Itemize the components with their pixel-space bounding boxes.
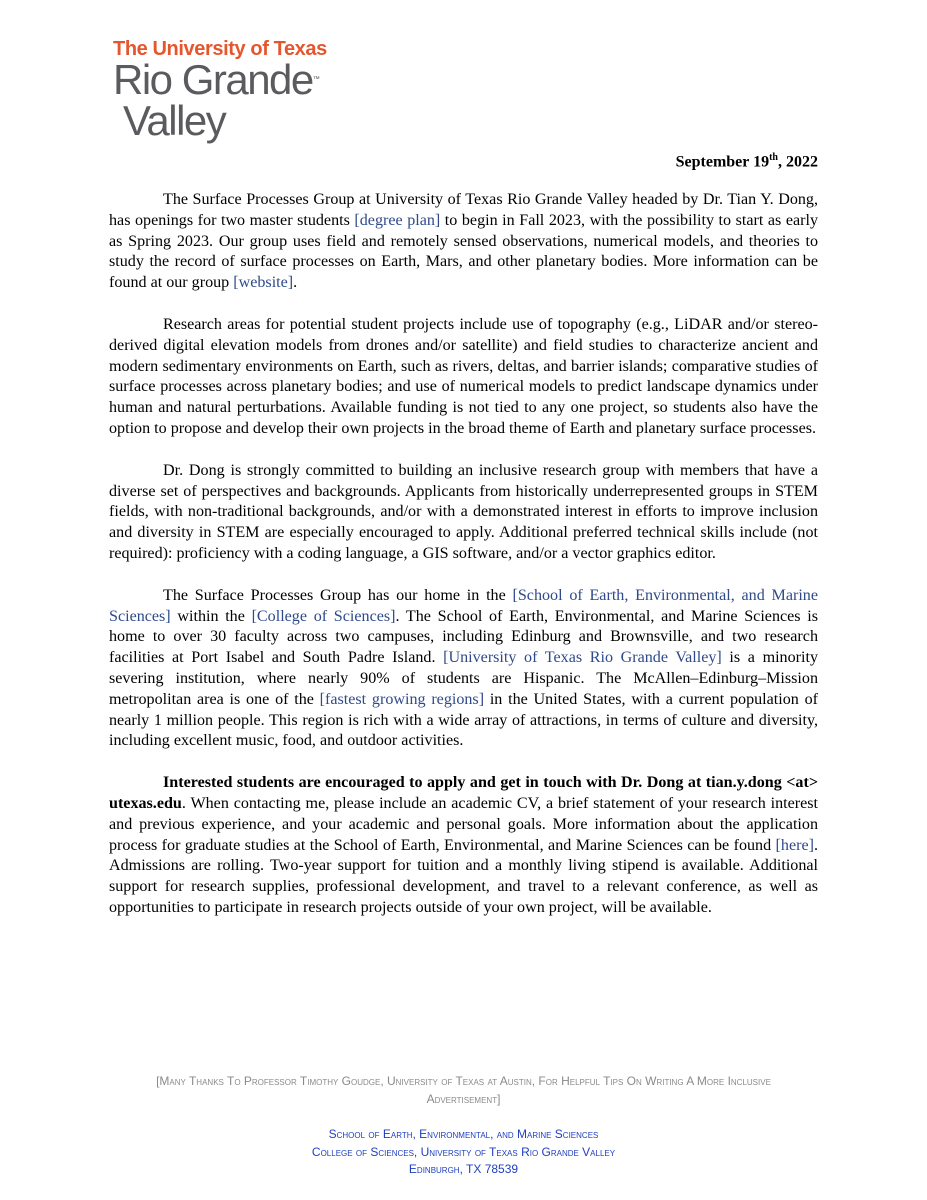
footer-thanks-note: [Many Thanks To Professor Timothy Goudge, University of Texas at Austin, For Helpful Tips On Writing A More Inclusive Advertisement] (156, 1074, 771, 1106)
letter-body (109, 190, 818, 940)
school-link[interactable]: [School of Earth, Environmental, and Marine Sciences] (109, 586, 818, 625)
logo-rio-grande-word: Rio Grande (113, 56, 313, 103)
logo-trademark: ™ (312, 76, 320, 83)
footer-school-line: School of Earth, Environmental, and Marine Sciences (328, 1127, 599, 1141)
website-link[interactable]: [website] (233, 274, 294, 292)
utrgv-link[interactable]: [University of Texas Rio Grande Valley] (443, 649, 722, 667)
paragraph-inclusion: Dr. Dong is strongly committed to building an inclusive research group with members that have a diverse set of perspectives and backgrounds. Applicants from historically underrepresented groups in STEM fields, with non-traditional backgrounds, and/or with a demonstrated interest in efforts to improve inclusion and diversity in STEM are especially encouraged to apply. Additional preferred technical skills include (not required): proficiency with a coding language, a GIS software, and/or a vector graphics editor. (109, 461, 818, 562)
footer-address (150, 1126, 777, 1179)
fastest-growing-link[interactable]: [fastest growing regions] (319, 690, 485, 708)
logo-university-text: The University of Texas (113, 38, 327, 60)
apply-contact-bold: Interested students are encouraged to apply and get in touch with Dr. Dong at tian.y.dong <at> utexas.edu (109, 774, 818, 812)
paragraph-research-areas: Research areas for potential student projects include use of topography (e.g., LiDAR and/or stereo-derived digital elevation models from drones and/or satellite) and field studies to characterize ancient and modern sedimentary environments on Earth, such as rivers, deltas, and barrier islands; comparative studies of surface processes across planetary bodies; and use of numerical models to predict landscape dynamics under human and natural perturbations. Available funding is not tied to any one project, so students also have the option to propose and develop their own projects in the broad theme of Earth and planetary surface processes. (109, 315, 818, 437)
letter-date: September 19th, 2022 (675, 152, 818, 171)
logo-rio-grande-text (113, 56, 343, 103)
paragraph-intro: The Surface Processes Group at University of Texas Rio Grande Valley headed by Dr. Tian Y. Dong, has openings for two master students [degree plan] to begin in Fall 2023, with the possibility to start as early as Spring 2023. Our group uses field and remotely sensed observations, numerical models, and theories to study the record of surface processes on Earth, Mars, and other planetary bodies. More information can be found at our group [website]. (109, 191, 818, 292)
paragraph-home: The Surface Processes Group has our home in the [School of Earth, Environmental, and Marine Sciences] within the [College of Sciences]. The School of Earth, Environmental, and Marine Sciences is home to over 30 faculty across two campuses, including Edinburg and Brownsville, and two research facilities at Port Isabel and South Padre Island. [University of Texas Rio Grande Valley] is a minority severing institution, where nearly 90% of students are Hispanic. The McAllen–Edinburg–Mission metropolitan area is one of the [fastest growing regions] in the United States, with a current population of nearly 1 million people. This region is rich with a wide array of attractions, in terms of culture and diversity, including excellent music, food, and outdoor activities. (109, 586, 818, 750)
here-link[interactable]: [here] (775, 836, 814, 854)
footer-city-line: Edinburgh, TX 78539 (408, 1162, 519, 1176)
college-link[interactable]: [College of Sciences] (251, 607, 396, 625)
degree-plan-link[interactable]: [degree plan] (354, 211, 441, 229)
paragraph-apply: Interested students are encouraged to apply and get in touch with Dr. Dong at tian.y.dong <at> utexas.edu. When contacting me, please include an academic CV, a brief statement of your research interest and previous experience, and your academic and personal goals. More information about the application process for graduate studies at the School of Earth, Environmental, and Marine Sciences can be found [here]. Admissions are rolling. Two-year support for tuition and a monthly living stipend is available. Additional support for research supplies, professional development, and travel to a relevant conference, as well as opportunities to participate in research projects outside of your own project, will be available. (109, 774, 818, 916)
footer-college-line: College of Sciences, University of Texas Rio Grande Valley (311, 1144, 616, 1159)
logo-valley-text: Valley (123, 97, 226, 144)
utrgv-logo (113, 38, 343, 142)
